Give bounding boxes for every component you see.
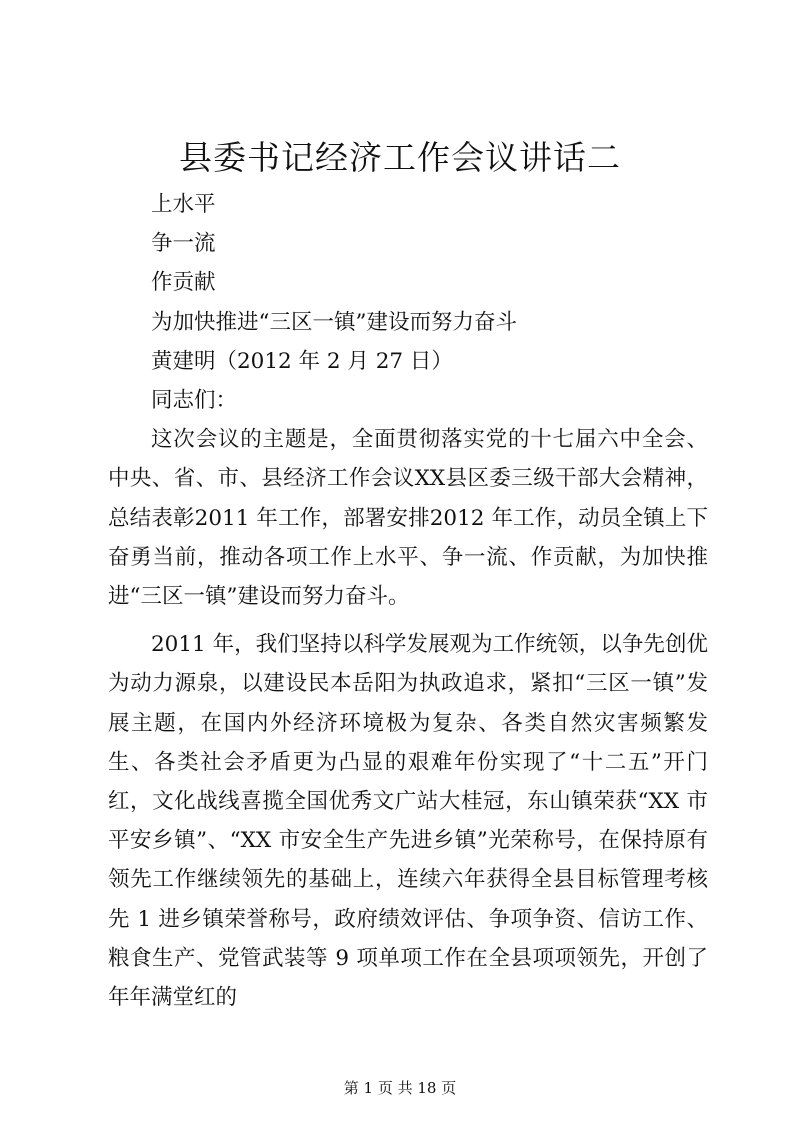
speech-subtitle: 为加快推进“三区一镇”建设而努力奋斗 <box>151 309 517 335</box>
document-title: 县委书记经济工作会议讲话二 <box>179 138 621 177</box>
salutation: 同志们： <box>151 388 238 414</box>
text-line: 作贡献 <box>151 270 216 296</box>
text-line: 争一流 <box>151 231 216 257</box>
paragraph: 这次会议的主题是，全面贯彻落实党的十七届六中全会、中央、省、市、县经济工作会议XX县区委三级干部大会精神，总结表彰2011 年工作，部署安排2012 年工作，动员全镇上下奋勇当前，推动各项工作上水平、争一流、作贡献，为加快推进“三区一镇”建设而努力奋斗。 <box>108 427 708 610</box>
page-number-footer: 第 1 页 共 18 页 <box>343 1079 457 1097</box>
text-line: 上水平 <box>151 192 216 217</box>
document-body <box>108 185 708 1017</box>
paragraph: 2011 年，我们坚持以科学发展观为工作统领，以争先创优为动力源泉，以建设民本岳阳为执政追求，紧扣“三区一镇”发展主题，在国内外经济环境极为复杂、各类自然灾害频繁发生、各类社会矛盾更为凸显的艰难年份实现了“十二五”开门红，文化战线喜揽全国优秀文广站大桂冠，东山镇荣获“XX 市平安乡镇”、“XX 市安全生产先进乡镇”光荣称号，在保持原有领先工作继续领先的基础上，连续六年获得全县目标管理考核先 1 进乡镇荣誉称号，政府绩效评估、争项争资、信访工作、粮食生产、党管武装等 9 项单项工作在全县项项领先，开创了年年满堂红的 <box>108 632 708 1011</box>
speaker-date-line: 黄建明（2012 年 2 月 27 日） <box>151 348 453 374</box>
